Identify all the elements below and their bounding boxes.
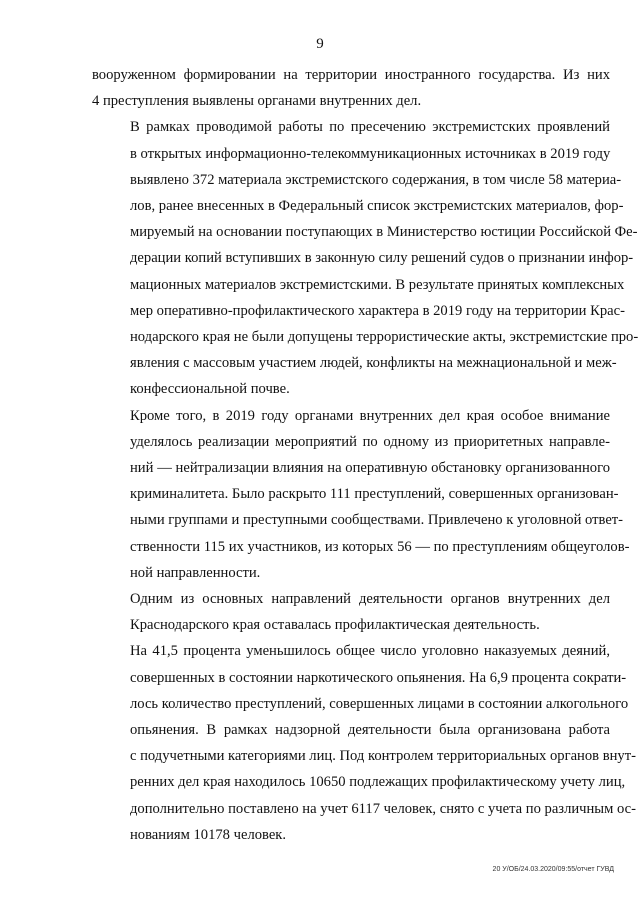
text-line: совершенных в состоянии наркотического опьянения. На 6,9 процента сократи- [130,669,627,686]
paragraph [92,403,630,586]
text-line: криминалитета. Было раскрыто 111 преступлений, совершенных организован- [130,486,619,503]
text-line: В рамках проводимой работы по пресечению экстремистских проявлений [130,119,610,136]
text-line: ными группами и преступными сообществами. Привлечено к уголовной ответ- [130,512,624,529]
text-line: нодарского края не были допущены террористические акты, экстремистские про- [130,329,639,346]
text-line: Краснодарского края оставалась профилактическая деятельность. [130,617,540,634]
text-line: дерации копий вступивших в законную силу решений судов о признании инфор- [130,250,634,267]
text-line: лов, ранее внесенных в Федеральный список экстремистских материалов, фор- [130,198,624,215]
text-line: Кроме того, в 2019 году органами внутренних дел края особое внимание [130,407,610,424]
text-line: ренних дел края находилось 10650 подлежащих профилактическому учету лиц, [130,774,626,791]
paragraph [92,638,636,848]
paragraph [92,62,610,114]
document-footer: 20 У/ОБ/24.03.2020/09:55/отчет ГУВД [492,866,614,873]
text-line: уделялось реализации мероприятий по одному из приоритетных направле- [130,433,610,450]
document-body [92,62,639,848]
text-line: лось количество преступлений, совершенных лицами в состоянии алкогольного [130,695,629,712]
text-line: выявлено 372 материала экстремистского содержания, в том числе 58 материа- [130,171,622,188]
text-line: ственности 115 их участников, из которых 56 — по преступлениям общеуголов- [130,538,630,555]
text-line: Одним из основных направлений деятельности органов внутренних дел [130,591,610,608]
text-line: с подучетными категориями лиц. Под контролем территориальных органов внут- [130,748,636,765]
text-line: На 41,5 процента уменьшилось общее число уголовно наказуемых деяний, [130,643,610,660]
text-line: мер оперативно-профилактического характера в 2019 году на территории Крас- [130,302,625,319]
text-line: 4 преступления выявлены органами внутренних дел. [92,93,422,110]
text-line: мируемый на основании поступающих в Министерство юстиции Российской Фе- [130,224,638,241]
text-line: нованиям 10178 человек. [130,826,287,843]
text-line: вооруженном формировании на территории иностранного государства. Из них [92,67,610,83]
text-line: явления с массовым участием людей, конфликты на межнациональной и меж- [130,355,617,372]
text-line: мационных материалов экстремистскими. В результате принятых комплексных [130,276,625,293]
text-line: дополнительно поставлено на учет 6117 человек, снято с учета по различным ос- [130,800,636,817]
text-line: ний — нейтрализации влияния на оперативную обстановку организованного [130,460,610,477]
paragraph [92,586,610,638]
page-number: 9 [316,36,324,52]
text-line: ной направленности. [130,564,261,581]
paragraph [92,114,639,402]
text-line: конфессиональной почве. [130,381,290,398]
text-line: опьянения. В рамках надзорной деятельности была организована работа [130,722,610,739]
text-line: в открытых информационно-телекоммуникационных источниках в 2019 году [130,145,611,162]
